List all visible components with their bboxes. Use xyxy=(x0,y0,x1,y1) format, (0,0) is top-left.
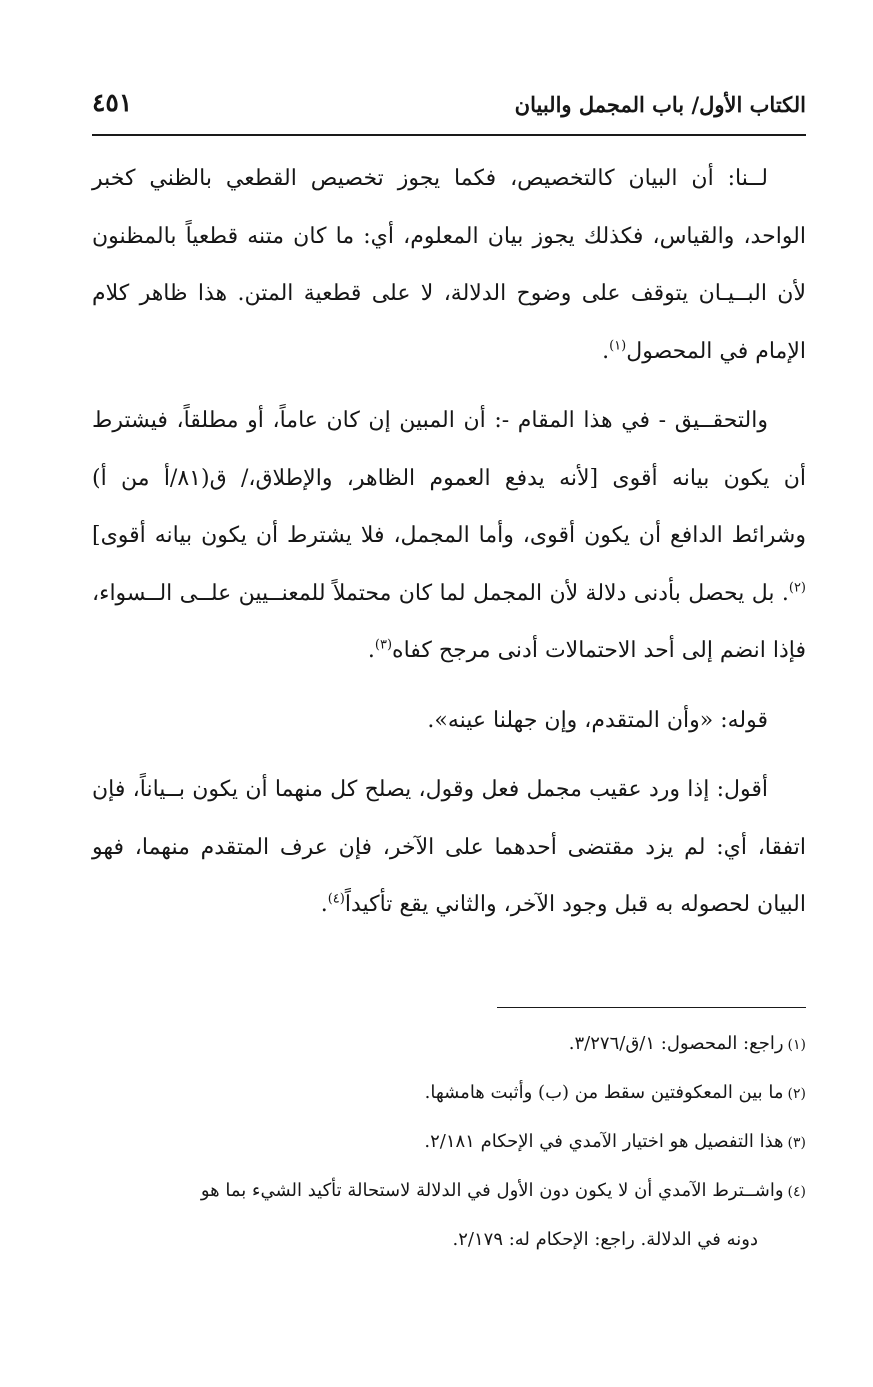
footnote-ref-3[interactable]: (٣) xyxy=(374,637,393,653)
paragraph-3-text: قوله: «وأن المتقدم، وإن جهلنا عينه». xyxy=(427,707,768,733)
footnote-1-text: راجع: المحصول: ١/ق/٣/٢٧٦. xyxy=(568,1033,784,1054)
footnote-4-number: (٤) xyxy=(787,1184,806,1200)
footnotes xyxy=(92,1020,806,1264)
paragraph-2-end: . xyxy=(367,638,375,663)
footnote-2 xyxy=(92,1069,806,1118)
footnote-2-number: (٢) xyxy=(787,1086,806,1102)
footnote-1 xyxy=(92,1020,806,1069)
footnote-ref-2[interactable]: (٢) xyxy=(788,580,806,596)
main-text xyxy=(92,150,806,934)
header-divider xyxy=(92,134,806,136)
footnote-3 xyxy=(92,1118,806,1167)
running-title: الكتاب الأول/ باب المجمل والبيان xyxy=(514,92,806,117)
footnote-4 xyxy=(92,1167,806,1216)
paragraph-4-text: أقول: إذا ورد عقيب مجمل فعل وقول، يصلح كل منهما أن يكون بــياناً، فإن اتفقا، أي: لم يزد مقتضى أحدهما على الآخر، فإن عرف المتقدم منهما، فهو البيان لحصوله به قبل وجود الآخر، والثاني يقع تأكيداً xyxy=(92,777,806,917)
page-number: ٤٥١ xyxy=(92,88,133,117)
paragraph-4-end: . xyxy=(320,892,328,917)
footnote-3-text: هذا التفصيل هو اختيار الآمدي في الإحكام ٢/١٨١. xyxy=(424,1131,784,1152)
footnote-3-number: (٣) xyxy=(787,1135,806,1151)
paragraph-1-text: لــنا: أن البيان كالتخصيص، فكما يجوز تخصيص القطعي بالظني كخبر الواحد، والقياس، فكذلك يجوز بيان المعلوم، أي: ما كان متنه قطعياً بالمظنون لأن البــيـان يتوقف على وضوح الدلالة، لا على قطعية المتن. هذا ظاهر كلام الإمام في المحصول xyxy=(92,166,806,364)
footnote-4-continuation: دونه في الدلالة. راجع: الإحكام له: ٢/١٧٩. xyxy=(452,1229,758,1250)
paragraph-1 xyxy=(92,150,806,380)
paragraph-2-continued: . بل يحصل بأدنى دلالة لأن المجمل لما كان محتملاً للمعنــيين علــى الــسواء، فإذا انضم إلى أحد الاحتمالات أدنى مرجح كفاه xyxy=(92,580,806,663)
paragraph-3 xyxy=(92,692,806,750)
footnote-ref-4[interactable]: (٤) xyxy=(327,891,345,907)
paragraph-2-text: والتحقــيق - في هذا المقام -: أن المبين إن كان عاماً، أو مطلقاً، فيشترط أن يكون بيانه أقوى [لأنه يدفع العموم الظاهر، والإطلاق،/ ق(٨١/أ من أ) وشرائط الدافع أن يكون أقوى، وأما المجمل، فلا يشترط أن يكون بيانه أقوى] xyxy=(92,408,806,548)
footnote-2-text: ما بين المعكوفتين سقط من (ب) وأثبت هامشها. xyxy=(424,1082,784,1103)
footnote-1-number: (١) xyxy=(787,1037,806,1053)
page-header xyxy=(92,88,806,128)
footnote-ref-1[interactable]: (١) xyxy=(609,338,627,354)
footnote-divider xyxy=(497,1007,806,1008)
footnote-4-text: واشــترط الآمدي أن لا يكون دون الأول في الدلالة لاستحالة تأكيد الشيء بما هو xyxy=(200,1180,784,1201)
paragraph-4 xyxy=(92,761,806,934)
paragraph-1-end: . xyxy=(602,338,610,364)
paragraph-2 xyxy=(92,392,806,680)
